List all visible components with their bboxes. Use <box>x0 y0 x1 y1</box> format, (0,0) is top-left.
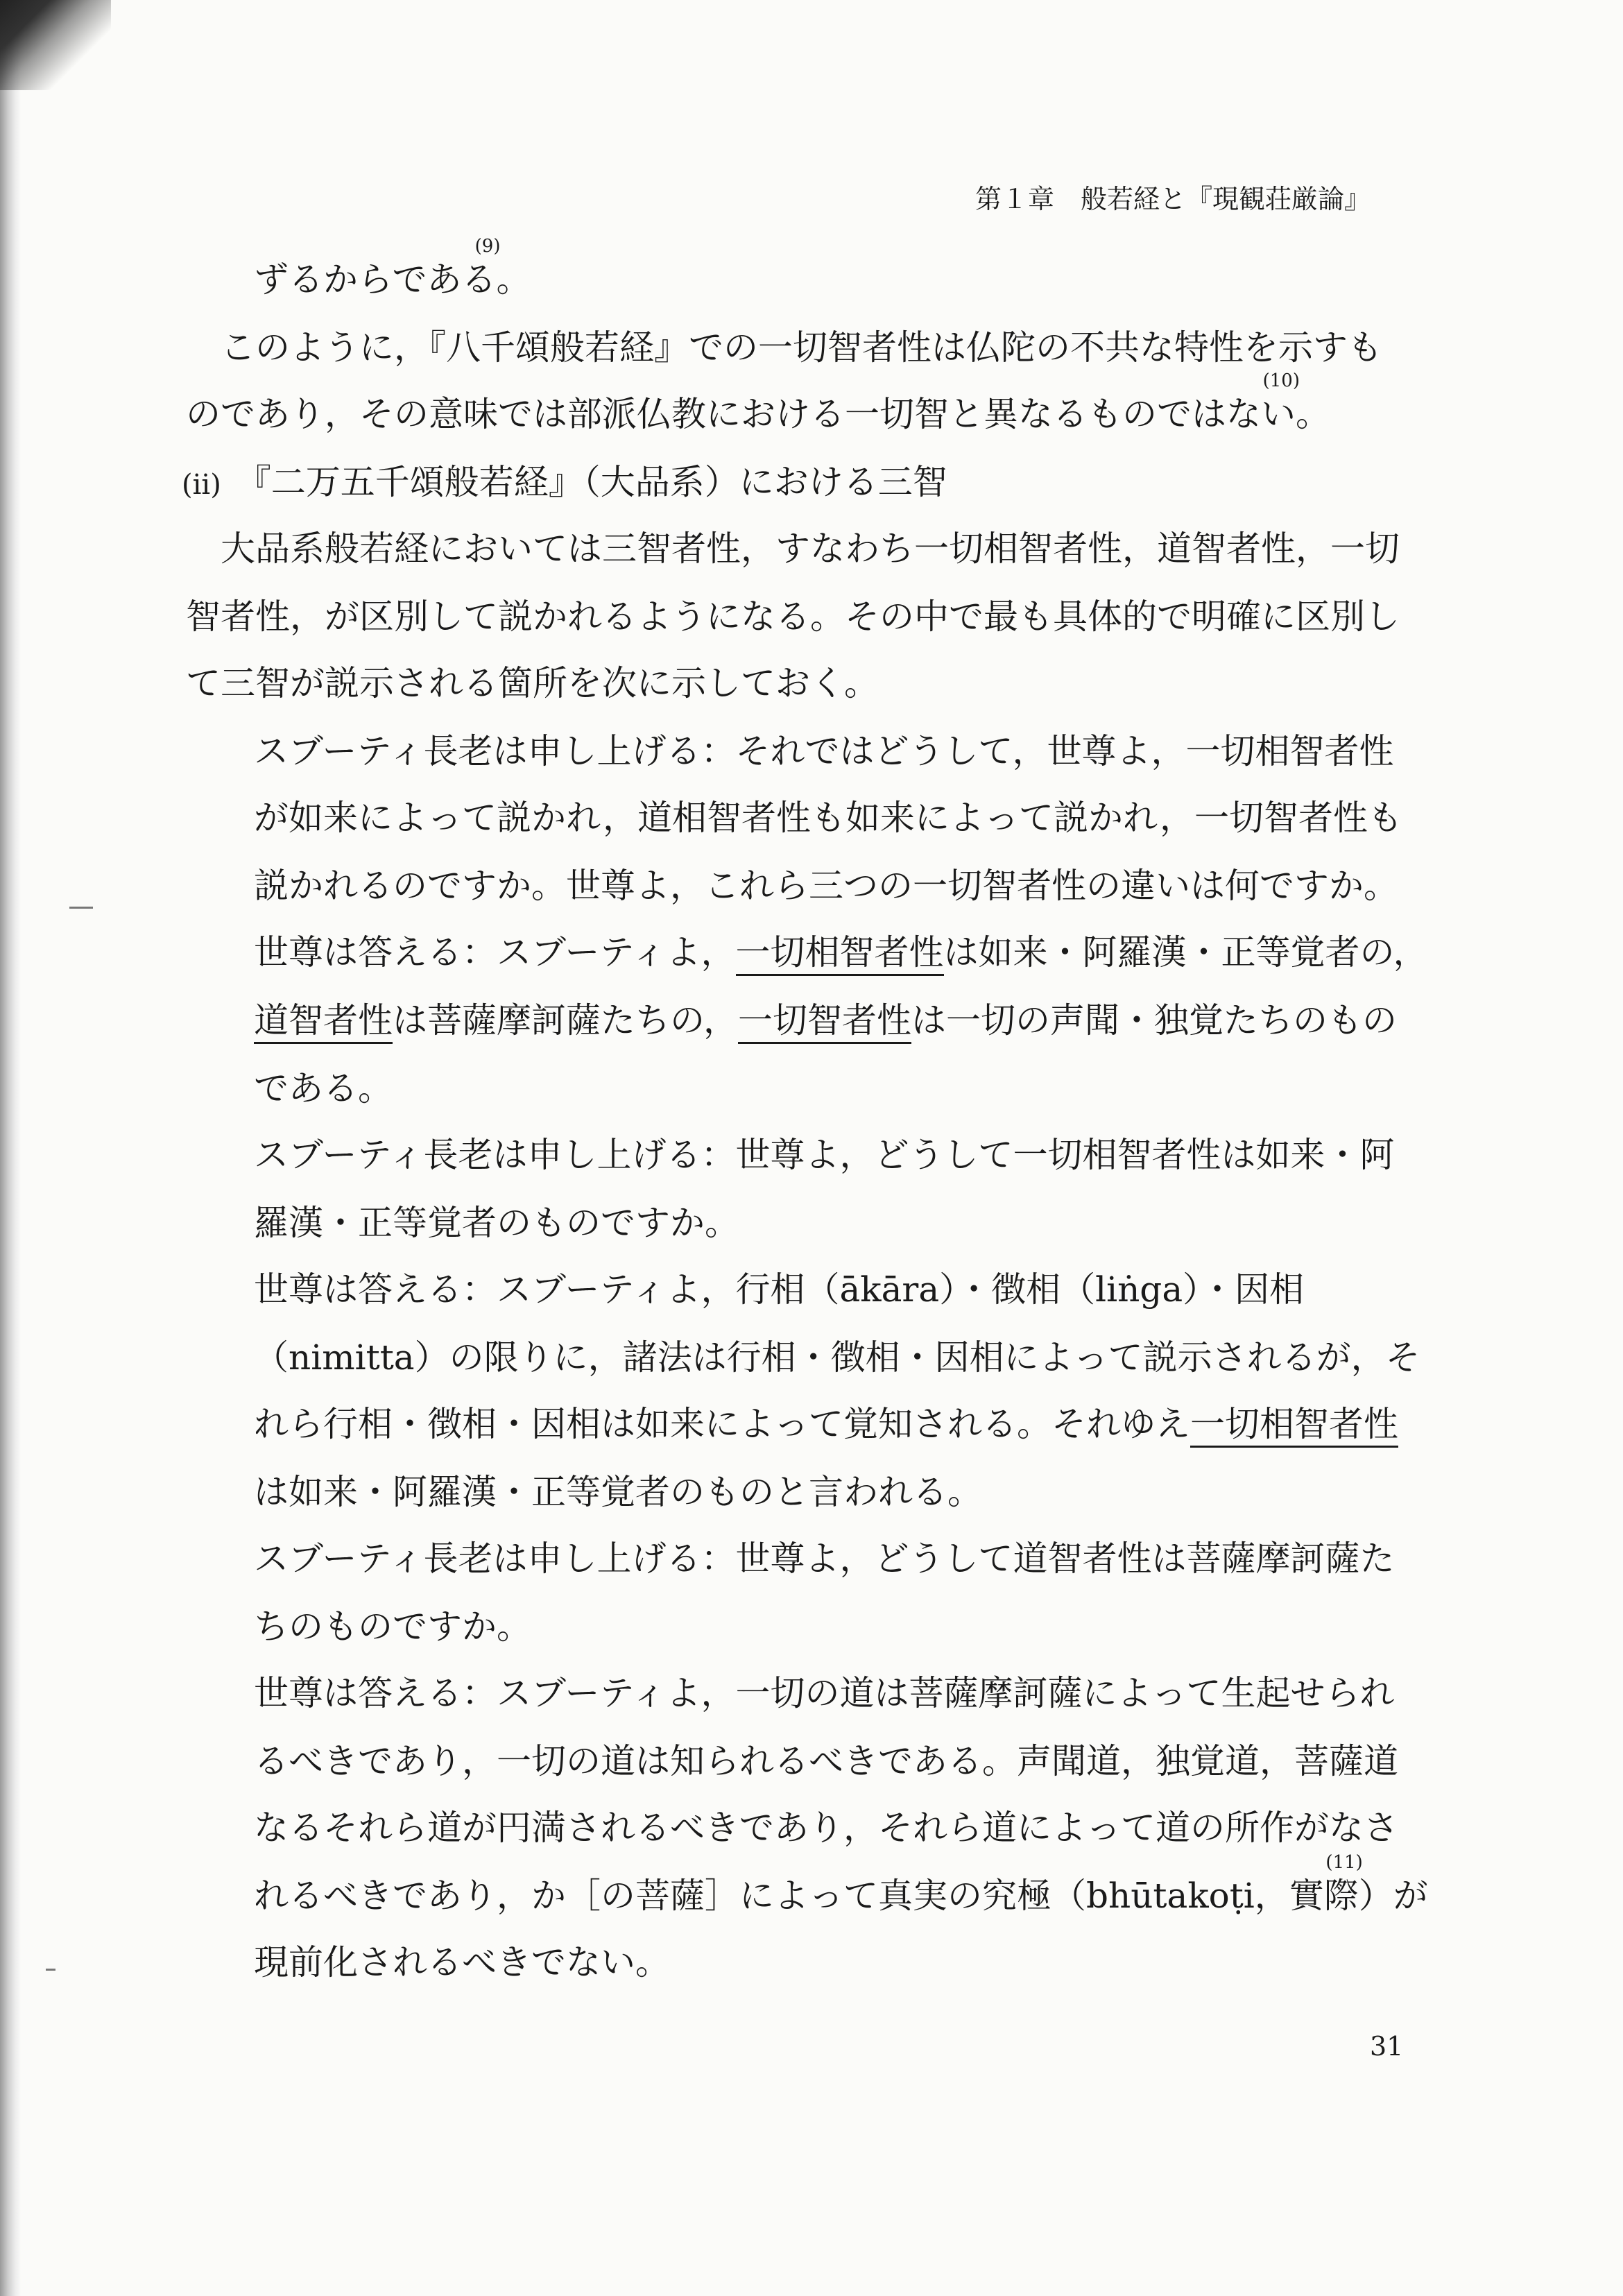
paragraph-line <box>186 370 1330 438</box>
text: 實際 <box>1289 1876 1359 1916</box>
text: 世尊は答える：スブーティよ， <box>254 932 736 973</box>
scan-shadow-edge <box>0 0 21 2296</box>
underlined-term: 一切相智者性 <box>1190 1404 1398 1448</box>
running-header: 第１章 般若経と『現観荘厳論』 <box>974 184 1371 214</box>
text: ）が <box>1358 1876 1428 1916</box>
quote-line: である。 <box>254 1068 393 1108</box>
quote-line <box>254 996 1397 1045</box>
text: れるべきであり，か［の菩薩］によって真実の究極（bhūtakoṭi， <box>254 1876 1289 1916</box>
quote-line: スブーティ長老は申し上げる：世尊よ，どうして道智者性は菩薩摩訶薩た <box>254 1539 1395 1579</box>
section-title: 『二万五千頌般若経』（大品系）における三智 <box>236 462 947 502</box>
section-number: (ii) <box>182 469 221 501</box>
quote-line <box>254 1852 1428 1920</box>
footnote-anchor <box>254 236 501 300</box>
text: は菩薩摩訶薩たちの， <box>393 1000 738 1040</box>
quote-line <box>254 1400 1398 1448</box>
quote-line: 現前化されるべきでない。 <box>254 1942 670 1982</box>
footnote-anchor <box>1289 1852 1363 1916</box>
paragraph-line: て三智が説示される箇所を次に示しておく。 <box>186 663 879 703</box>
underlined-term: 一切相智者性 <box>736 932 944 976</box>
underlined-term: 一切智者性 <box>738 1000 911 1044</box>
text: は如来・阿羅漢・正等覚者の， <box>943 932 1428 973</box>
scan-speck <box>46 1969 55 1971</box>
footnote-number: (11) <box>1325 1852 1363 1873</box>
footnote-number: (10) <box>1262 370 1300 391</box>
paragraph-line: 智者性，が区別して説かれるようになる。その中で最も具体的で明確に区別し <box>186 597 1400 637</box>
quote-line: は如来・阿羅漢・正等覚者のものと言われる。 <box>254 1472 982 1512</box>
page-number: 31 <box>1370 2031 1404 2062</box>
section-heading <box>182 458 947 509</box>
scan-corner-shadow <box>0 0 111 90</box>
text: は一切の声聞・独覚たちのもの <box>911 1000 1397 1040</box>
text: ずるからである <box>254 259 497 300</box>
paragraph-line <box>254 236 531 304</box>
text: れら行相・徴相・因相は如来によって覚知される。それゆえ <box>254 1404 1190 1444</box>
scan-speck <box>69 907 93 909</box>
text: 。 <box>496 259 531 300</box>
text: のであり，その意味では部派仏教における一切智と異なるものではない <box>186 394 1296 434</box>
footnote-number: (9) <box>474 236 501 257</box>
quote-line: が如来によって説かれ，道相智者性も如来によって説かれ，一切智者性も <box>254 798 1402 838</box>
quote-line: ちのものですか。 <box>254 1607 531 1647</box>
quote-line <box>254 928 1428 977</box>
quote-line: スブーティ長老は申し上げる：世尊よ，どうして一切相智者性は如来・阿 <box>254 1135 1395 1175</box>
text: 。 <box>1296 394 1330 434</box>
paragraph-line: このように，『八千頌般若経』での一切智者性は仏陀の不共な特性を示すも <box>221 327 1382 368</box>
quote-line: 世尊は答える：スブーティよ，一切の道は菩薩摩訶薩によって生起せられ <box>254 1673 1395 1713</box>
quote-line: 羅漢・正等覚者のものですか。 <box>254 1203 739 1243</box>
footnote-anchor <box>186 370 1300 434</box>
quote-line: スブーティ長老は申し上げる：それではどうして，世尊よ，一切相智者性 <box>254 731 1394 771</box>
quote-line: 世尊は答える：スブーティよ，行相（ākāra）・徴相（liṅga）・因相 <box>254 1269 1305 1310</box>
quote-line: （nimitta）の限りに，諸法は行相・徴相・因相によって説示されるが，そ <box>254 1337 1420 1378</box>
quote-line: 説かれるのですか。世尊よ，これら三つの一切智者性の違いは何ですか。 <box>254 866 1398 906</box>
paragraph-line: 大品系般若経においては三智者性，すなわち一切相智者性，道智者性，一切 <box>221 529 1400 569</box>
underlined-term: 道智者性 <box>254 1000 393 1044</box>
quote-line: るべきであり，一切の道は知られるべきである。声聞道，独覚道，菩薩道 <box>254 1741 1398 1781</box>
quote-line: なるそれら道が円満されるべきであり，それら道によって道の所作がなさ <box>254 1808 1398 1848</box>
